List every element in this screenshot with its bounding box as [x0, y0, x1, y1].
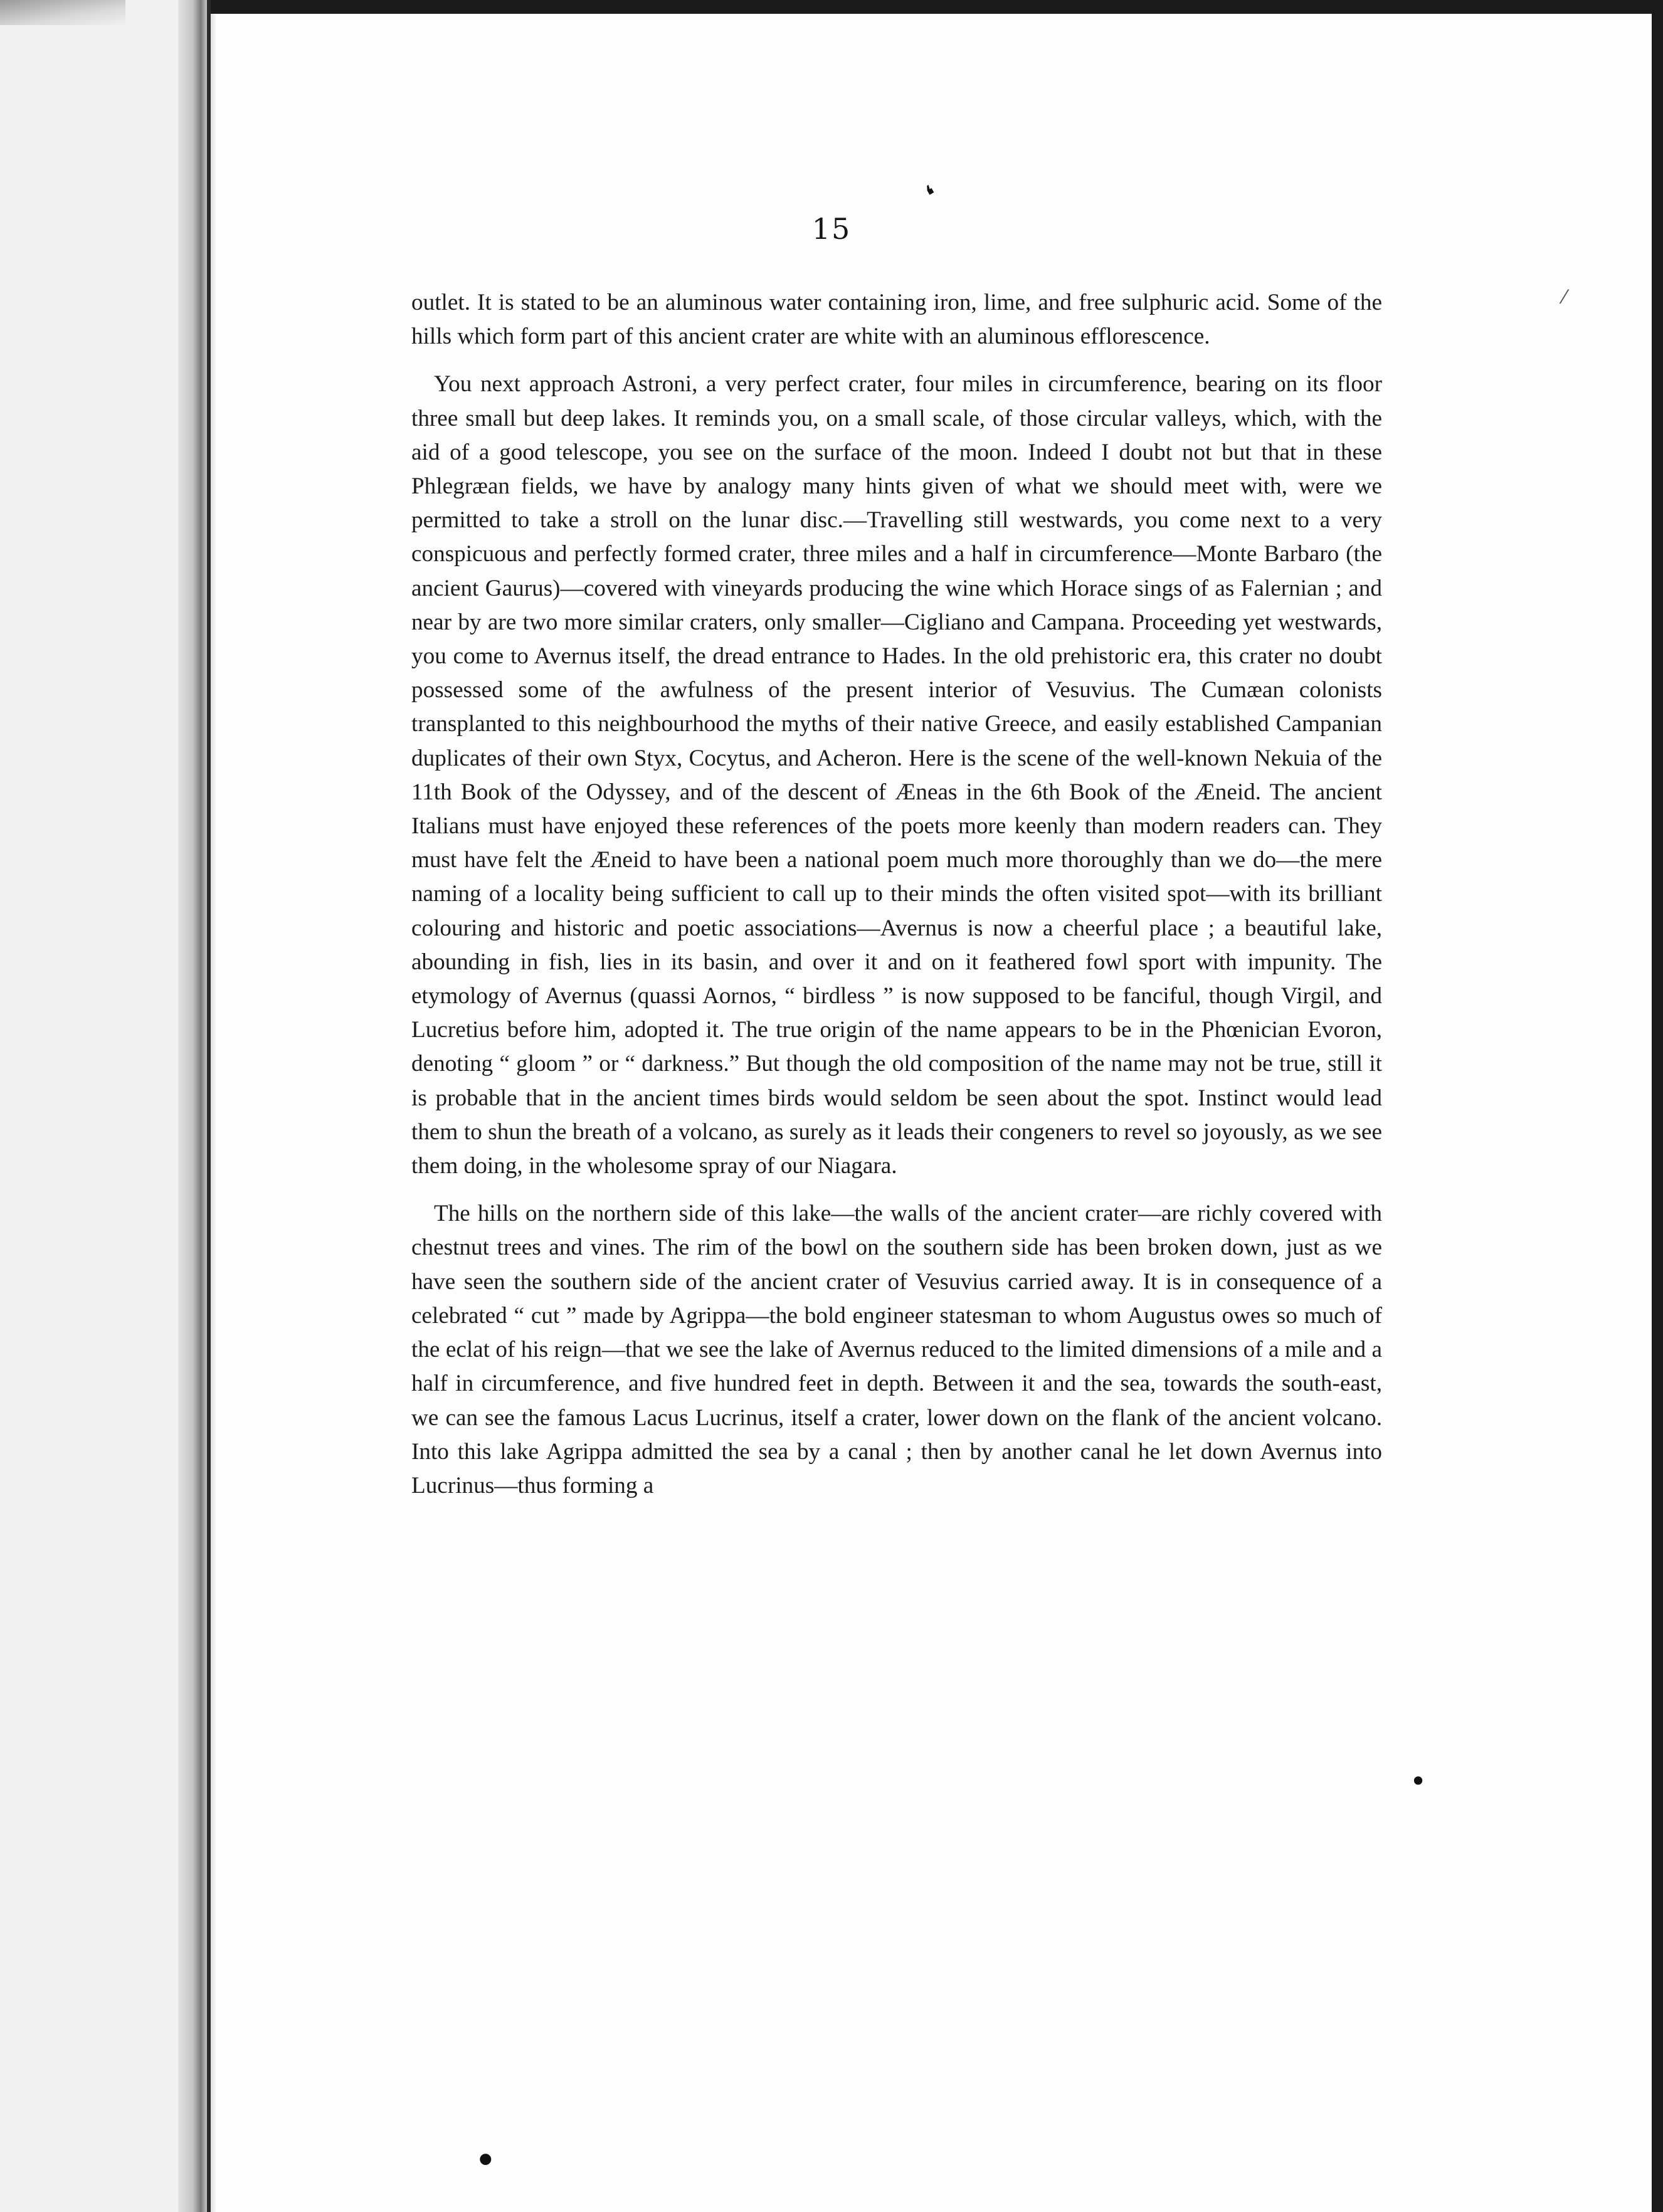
scan-corner-mark	[0, 0, 125, 25]
body-text	[411, 286, 1382, 1517]
paragraph: outlet. It is stated to be an aluminous water containing iron, lime, and free sulphuric acid. Some of the hills which form part of this ancient crater are white with an aluminous efflorescence.	[411, 290, 1382, 350]
gutter-edge-line	[207, 0, 211, 2212]
top-scan-border	[211, 0, 1663, 14]
page-number: 15	[811, 212, 852, 246]
facing-page-edge	[0, 0, 202, 2212]
paragraph: You next approach Astroni, a very perfect crater, four miles in circumference, bearing on its floor three small but deep lakes. It reminds you, on a small scale, of those circular valleys, which, with the aid of a good telescope, you see on the surface of the moon. Indeed I doubt not but that in these Phlegræan fields, we have by analogy many hints given of what we should meet with, were we permitted to take a stroll on the lunar disc.—Travelling still westwards, you come next to a very conspicuous and perfectly formed crater, three miles and a half in circumference—Monte Barbaro (the ancient Gaurus)—covered with vineyards producing the wine which Horace sings of as Falernian ; and near by are two more similar craters, only smaller—Cigliano and Campana. Proceeding yet westwards, you come to Avernus itself, the dread entrance to Hades. In the old prehistoric era, this crater no doubt possessed some of the awfulness of the present interior of Vesuvius. The Cumæan colonists transplanted to this neighbourhood the myths of their native Greece, and easily established Campanian duplicates of their own Styx, Cocytus, and Acheron. Here is the scene of the well-known Nekuia of the 11th Book of the Odyssey, and of the descent of Æneas in the 6th Book of the Æneid. The ancient Italians must have enjoyed these references of the poets more keenly than modern readers can. They must have felt the Æneid to have been a national poem much more thoroughly than we do—the mere naming of a locality being sufficient to call up to their minds the often visited spot—with its brilliant colouring and historic and poetic associations—Avernus is now a cheerful place ; a beautiful lake, abounding in fish, lies in its basin, and over it and on it feathered fowl sport with impunity. The etymology of Avernus (quassi Aornos, “ birdless ” is now supposed to be fanciful, though Virgil, and Lucretius before him, adopted it. The true origin of the name appears to be in the Phœnician Evoron, denoting “ gloom ” or “ darkness.” But though the old composition of the name may not be true, still it is probable that in the ancient times birds would seldom be seen about the spot. Instinct would lead them to shun the breath of a volcano, as surely as it leads their congeners to revel so joyously, as we see them doing, in the wholesome spray of our Niagara.	[411, 371, 1382, 1179]
stray-ink-dot: •	[1410, 1764, 1427, 1798]
paragraph: The hills on the northern side of this lake—the walls of the ancient crater—are richly covered with chestnut trees and vines. The rim of the bowl on the southern side has been broken down, just as we have seen the southern side of the ancient crater of Vesuvius carried away. It is in consequence of a celebrated “ cut ” made by Agrippa—the bold engineer statesman to whom Augustus owes so much of the eclat of his reign—that we see the lake of Avernus reduced to the limited dimensions of a mile and a half in circumference, and five hundred feet in depth. Between it and the sea, towards the south-east, we can see the famous Lacus Lucrinus, itself a crater, lower down on the flank of the ancient volcano. Into this lake Agrippa admitted the sea by a canal ; then by another canal he let down Avernus into Lucrinus—thus forming a	[411, 1201, 1382, 1498]
stray-ink-mark: ⁄	[1563, 287, 1566, 308]
stray-ink-dot: •	[474, 2137, 497, 2183]
stray-ink-mark: ❛	[920, 179, 944, 212]
right-scan-border	[1652, 0, 1663, 2212]
